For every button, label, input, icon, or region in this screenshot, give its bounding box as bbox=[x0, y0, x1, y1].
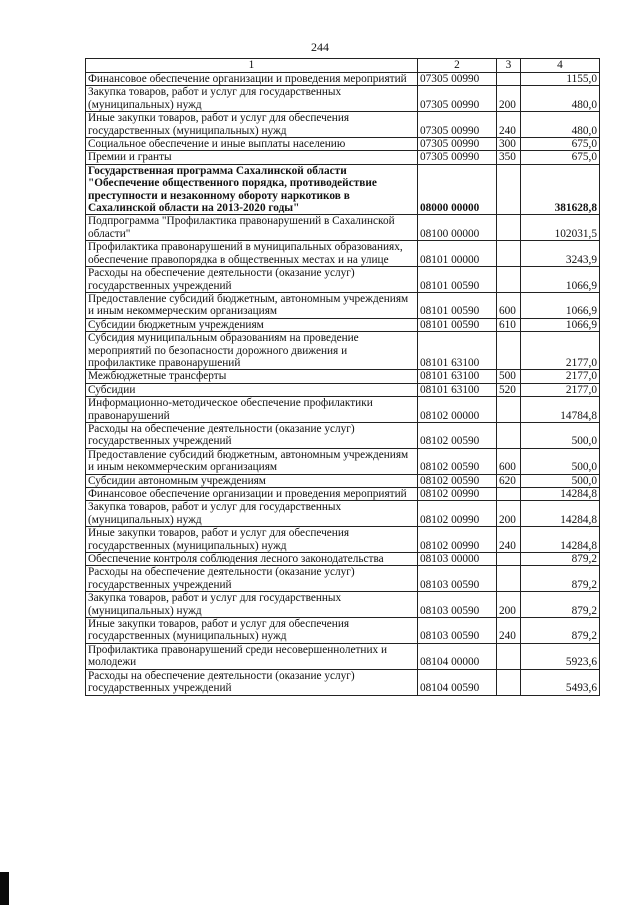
table-row bbox=[86, 318, 600, 331]
row-expense-kind: 240 bbox=[497, 618, 521, 644]
row-amount: 2177,0 bbox=[521, 332, 600, 370]
row-expense-kind bbox=[497, 397, 521, 423]
row-amount: 879,2 bbox=[521, 566, 600, 592]
row-amount: 480,0 bbox=[521, 86, 600, 112]
row-target-code: 08104 00000 bbox=[418, 643, 497, 669]
table-row bbox=[86, 370, 600, 383]
row-amount: 14284,8 bbox=[521, 527, 600, 553]
row-amount: 500,0 bbox=[521, 422, 600, 448]
row-amount: 879,2 bbox=[521, 618, 600, 644]
row-expense-kind: 350 bbox=[497, 151, 521, 164]
row-amount: 5493,6 bbox=[521, 669, 600, 695]
table-row bbox=[86, 488, 600, 501]
row-name: Закупка товаров, работ и услуг для государственных (муниципальных) нужд bbox=[86, 86, 418, 112]
row-expense-kind: 300 bbox=[497, 138, 521, 151]
row-target-code: 08103 00000 bbox=[418, 553, 497, 566]
row-target-code: 08101 00590 bbox=[418, 318, 497, 331]
row-name: Субсидии автономным учреждениям bbox=[86, 474, 418, 487]
row-target-code: 08103 00590 bbox=[418, 566, 497, 592]
row-name: Информационно-методическое обеспечение профилактики правонарушений bbox=[86, 397, 418, 423]
table-row bbox=[86, 73, 600, 86]
row-expense-kind bbox=[497, 215, 521, 241]
row-name: Расходы на обеспечение деятельности (оказание услуг) государственных учреждений bbox=[86, 267, 418, 293]
row-amount: 14284,8 bbox=[521, 488, 600, 501]
row-target-code: 08102 00590 bbox=[418, 448, 497, 474]
row-expense-kind bbox=[497, 669, 521, 695]
row-expense-kind bbox=[497, 643, 521, 669]
row-name: Финансовое обеспечение организации и проведения мероприятий bbox=[86, 488, 418, 501]
table-row bbox=[86, 267, 600, 293]
table-row bbox=[86, 151, 600, 164]
row-amount: 675,0 bbox=[521, 151, 600, 164]
row-expense-kind: 500 bbox=[497, 370, 521, 383]
table-row bbox=[86, 553, 600, 566]
row-target-code: 08103 00590 bbox=[418, 618, 497, 644]
scan-margin-mark bbox=[0, 872, 9, 905]
table-row bbox=[86, 215, 600, 241]
table-row bbox=[86, 292, 600, 318]
row-expense-kind bbox=[497, 488, 521, 501]
row-target-code: 08102 00990 bbox=[418, 501, 497, 527]
table-body bbox=[86, 73, 600, 696]
row-expense-kind bbox=[497, 332, 521, 370]
table-row bbox=[86, 138, 600, 151]
row-expense-kind bbox=[497, 73, 521, 86]
table-row bbox=[86, 86, 600, 112]
row-amount: 14784,8 bbox=[521, 397, 600, 423]
row-name: Профилактика правонарушений в муниципальных образованиях, обеспечение правопорядка в общественных местах и на улице bbox=[86, 241, 418, 267]
table-row bbox=[86, 618, 600, 644]
row-target-code: 08102 00000 bbox=[418, 397, 497, 423]
row-target-code: 08102 00590 bbox=[418, 474, 497, 487]
column-header-3: 3 bbox=[497, 59, 521, 73]
row-target-code: 08100 00000 bbox=[418, 215, 497, 241]
row-target-code: 07305 00990 bbox=[418, 138, 497, 151]
row-expense-kind bbox=[497, 422, 521, 448]
row-target-code: 07305 00990 bbox=[418, 73, 497, 86]
row-amount: 2177,0 bbox=[521, 383, 600, 396]
row-amount: 500,0 bbox=[521, 474, 600, 487]
row-target-code: 08101 63100 bbox=[418, 332, 497, 370]
row-target-code: 08102 00990 bbox=[418, 488, 497, 501]
row-target-code: 08102 00590 bbox=[418, 422, 497, 448]
row-name: Иные закупки товаров, работ и услуг для обеспечения государственных (муниципальных) нужд bbox=[86, 527, 418, 553]
row-name: Иные закупки товаров, работ и услуг для обеспечения государственных (муниципальных) нужд bbox=[86, 112, 418, 138]
row-expense-kind: 620 bbox=[497, 474, 521, 487]
row-amount: 500,0 bbox=[521, 448, 600, 474]
row-name: Подпрограмма "Профилактика правонарушений в Сахалинской области" bbox=[86, 215, 418, 241]
row-amount: 879,2 bbox=[521, 592, 600, 618]
row-target-code: 08101 00000 bbox=[418, 241, 497, 267]
row-target-code: 08101 63100 bbox=[418, 383, 497, 396]
row-amount: 2177,0 bbox=[521, 370, 600, 383]
table-row bbox=[86, 164, 600, 215]
table-row bbox=[86, 422, 600, 448]
column-number-row bbox=[86, 59, 600, 73]
table-row bbox=[86, 501, 600, 527]
row-expense-kind: 240 bbox=[497, 527, 521, 553]
row-amount: 1066,9 bbox=[521, 292, 600, 318]
row-amount: 1155,0 bbox=[521, 73, 600, 86]
row-name: Субсидии bbox=[86, 383, 418, 396]
row-expense-kind bbox=[497, 267, 521, 293]
row-name: Расходы на обеспечение деятельности (оказание услуг) государственных учреждений bbox=[86, 669, 418, 695]
row-name: Субсидии бюджетным учреждениям bbox=[86, 318, 418, 331]
row-expense-kind bbox=[497, 164, 521, 215]
row-target-code: 08103 00590 bbox=[418, 592, 497, 618]
table-row bbox=[86, 112, 600, 138]
row-target-code: 08101 63100 bbox=[418, 370, 497, 383]
row-expense-kind: 200 bbox=[497, 501, 521, 527]
row-name: Государственная программа Сахалинской области "Обеспечение общественного порядка, противодействие преступности и незаконному обороту наркотиков в Сахалинской области на 2013-2020 годы" bbox=[86, 164, 418, 215]
row-name: Финансовое обеспечение организации и проведения мероприятий bbox=[86, 73, 418, 86]
row-name: Профилактика правонарушений среди несовершеннолетних и молодежи bbox=[86, 643, 418, 669]
row-target-code: 08104 00590 bbox=[418, 669, 497, 695]
table-row bbox=[86, 592, 600, 618]
table-row bbox=[86, 643, 600, 669]
row-name: Обеспечение контроля соблюдения лесного законодательства bbox=[86, 553, 418, 566]
row-target-code: 08000 00000 bbox=[418, 164, 497, 215]
row-name: Социальное обеспечение и иные выплаты населению bbox=[86, 138, 418, 151]
row-expense-kind: 610 bbox=[497, 318, 521, 331]
table-row bbox=[86, 332, 600, 370]
row-target-code: 08101 00590 bbox=[418, 292, 497, 318]
table-row bbox=[86, 474, 600, 487]
table-row bbox=[86, 241, 600, 267]
row-name: Субсидия муниципальным образованиям на проведение мероприятий по безопасности дорожного движения и профилактике правонарушений bbox=[86, 332, 418, 370]
row-name: Межбюджетные трансферты bbox=[86, 370, 418, 383]
row-target-code: 07305 00990 bbox=[418, 151, 497, 164]
row-expense-kind bbox=[497, 241, 521, 267]
row-name: Премии и гранты bbox=[86, 151, 418, 164]
table-header bbox=[86, 59, 600, 73]
row-name: Предоставление субсидий бюджетным, автономным учреждениям и иным некоммерческим организациям bbox=[86, 448, 418, 474]
row-amount: 879,2 bbox=[521, 553, 600, 566]
row-amount: 480,0 bbox=[521, 112, 600, 138]
table-row bbox=[86, 566, 600, 592]
row-name: Иные закупки товаров, работ и услуг для обеспечения государственных (муниципальных) нужд bbox=[86, 618, 418, 644]
row-expense-kind bbox=[497, 566, 521, 592]
row-amount: 14284,8 bbox=[521, 501, 600, 527]
row-name: Закупка товаров, работ и услуг для государственных (муниципальных) нужд bbox=[86, 592, 418, 618]
row-amount: 1066,9 bbox=[521, 318, 600, 331]
row-expense-kind: 200 bbox=[497, 592, 521, 618]
row-expense-kind: 600 bbox=[497, 292, 521, 318]
row-amount: 102031,5 bbox=[521, 215, 600, 241]
column-header-4: 4 bbox=[521, 59, 600, 73]
page-number: 244 bbox=[311, 40, 329, 54]
row-amount: 3243,9 bbox=[521, 241, 600, 267]
row-name: Расходы на обеспечение деятельности (оказание услуг) государственных учреждений bbox=[86, 422, 418, 448]
table-row bbox=[86, 669, 600, 695]
table-row bbox=[86, 383, 600, 396]
row-target-code: 08101 00590 bbox=[418, 267, 497, 293]
row-amount: 5923,6 bbox=[521, 643, 600, 669]
row-expense-kind: 520 bbox=[497, 383, 521, 396]
column-header-2: 2 bbox=[418, 59, 497, 73]
row-name: Предоставление субсидий бюджетным, автономным учреждениям и иным некоммерческим организациям bbox=[86, 292, 418, 318]
row-target-code: 07305 00990 bbox=[418, 86, 497, 112]
row-expense-kind bbox=[497, 553, 521, 566]
row-amount: 381628,8 bbox=[521, 164, 600, 215]
row-name: Закупка товаров, работ и услуг для государственных (муниципальных) нужд bbox=[86, 501, 418, 527]
row-expense-kind: 240 bbox=[497, 112, 521, 138]
row-amount: 1066,9 bbox=[521, 267, 600, 293]
row-expense-kind: 600 bbox=[497, 448, 521, 474]
row-amount: 675,0 bbox=[521, 138, 600, 151]
row-target-code: 08102 00990 bbox=[418, 527, 497, 553]
table-row bbox=[86, 527, 600, 553]
row-name: Расходы на обеспечение деятельности (оказание услуг) государственных учреждений bbox=[86, 566, 418, 592]
row-target-code: 07305 00990 bbox=[418, 112, 497, 138]
budget-table bbox=[85, 58, 600, 696]
column-header-1: 1 bbox=[86, 59, 418, 73]
row-expense-kind: 200 bbox=[497, 86, 521, 112]
table-row bbox=[86, 448, 600, 474]
table-row bbox=[86, 397, 600, 423]
